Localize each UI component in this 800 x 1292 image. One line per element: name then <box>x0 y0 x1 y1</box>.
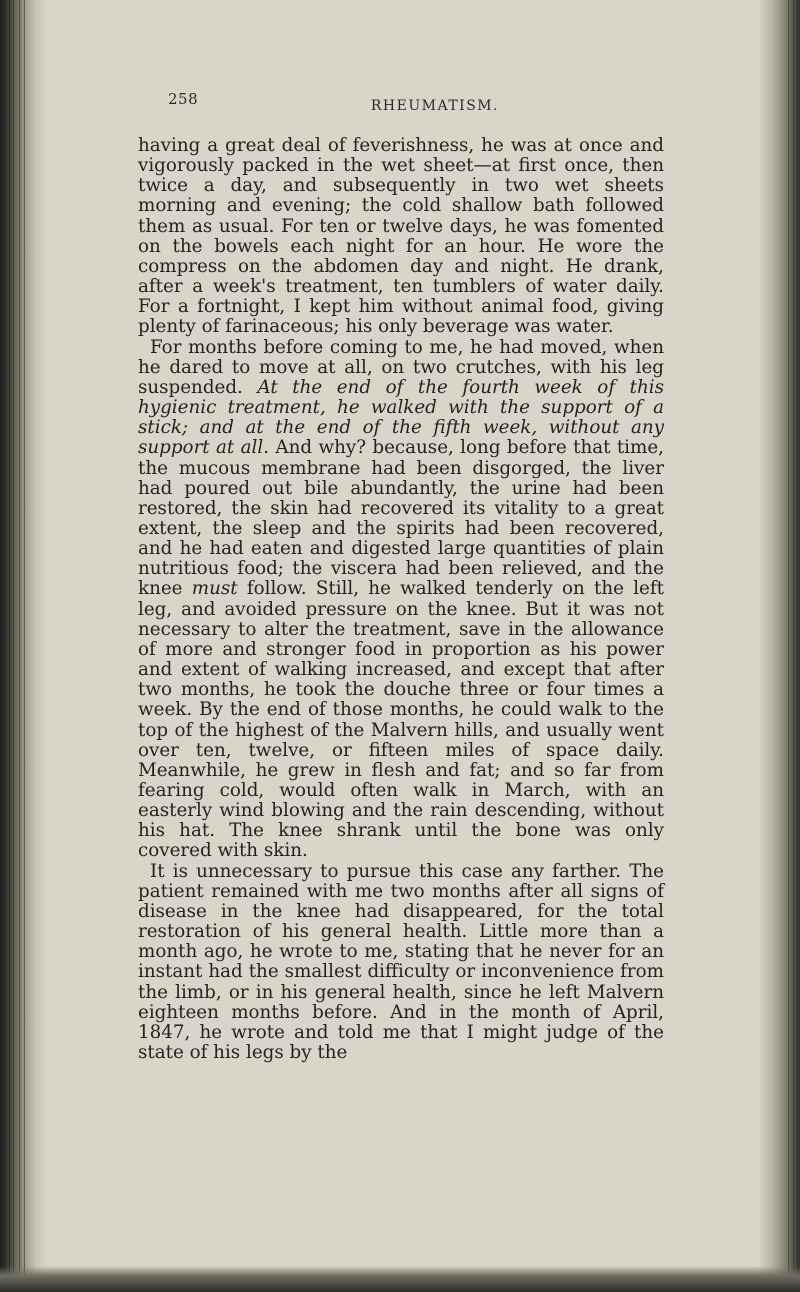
paragraph-1-text: having a great deal of feverishness, he was at once and vigorously packed in the wet sheet—at first once, then twice a day, and subsequently in two wet sheets morning and evening; the cold shallow bath followed them as usual. For ten or twelve days, he was fomented on the bowels each night for an hour. He wore the compress on the abdomen day and night. He drank, after a week's treatment, ten tumblers of water daily. For a fortnight, I kept him without animal food, giving plenty of farinaceous; his only beverage was water. <box>138 135 664 338</box>
running-head-title: RHEUMATISM. <box>370 98 500 114</box>
body-text <box>138 136 664 1063</box>
page-edge-bottom <box>0 1266 800 1292</box>
running-head <box>0 98 800 114</box>
paragraph-1 <box>138 136 664 338</box>
paragraph-2 <box>138 338 664 862</box>
page-edge-right <box>758 0 800 1292</box>
paragraph-2-text-c: follow. Still, he walked tenderly on the left leg, and avoided pressure on the knee. But it was not necessary to alter the treatment, save in the allowance of more and stronger food in proportion as his power and extent of walking increased, and except that after two months, he took the douche three or four times a week. By the end of those months, he could walk to the top of the highest of the Malvern hills, and usually went over ten, twelve, or fifteen miles of space daily. Meanwhile, he grew in flesh and fat; and so far from fearing cold, would often walk in March, with an easterly wind blowing and the rain descending, without his hat. The knee shrank until the bone was only covered with skin. <box>138 578 664 862</box>
paragraph-2-italic-b: must <box>191 578 238 600</box>
binding-gutter <box>0 0 46 1292</box>
paragraph-2-text-a: For months before coming to me, he had moved, when he dared to move at all, on two crutches, with his leg suspended. <box>138 336 664 398</box>
paragraph-2-text-b: And why? because, long before that time, the mucous membrane had been disgorged, the liver had poured out bile abundantly, the urine had been restored, the skin had recovered its vitality to a great extent, the sleep and the spirits had been recovered, and he had eaten and digested large quantities of plain nutritious food; the viscera had been relieved, and the knee <box>138 437 664 600</box>
paragraph-2-italic-a: At the end of the fourth week of this hygienic treatment, he walked with the support of a stick; and at the end of the fifth week, without any support at all. <box>138 376 664 459</box>
page-number: 258 <box>168 90 199 108</box>
paragraph-3-text: It is unnecessary to pursue this case any farther. The patient remained with me two months after all signs of disease in the knee had disappeared, for the total restoration of his general health. Little more than a month ago, he wrote to me, stating that he never for an instant had the smallest difficulty or inconvenience from the limb, or in his general health, since he left Malvern eighteen months before. And in the month of April, 1847, he wrote and told me that I might judge of the state of his legs by the <box>138 860 664 1064</box>
paragraph-3 <box>138 862 664 1064</box>
